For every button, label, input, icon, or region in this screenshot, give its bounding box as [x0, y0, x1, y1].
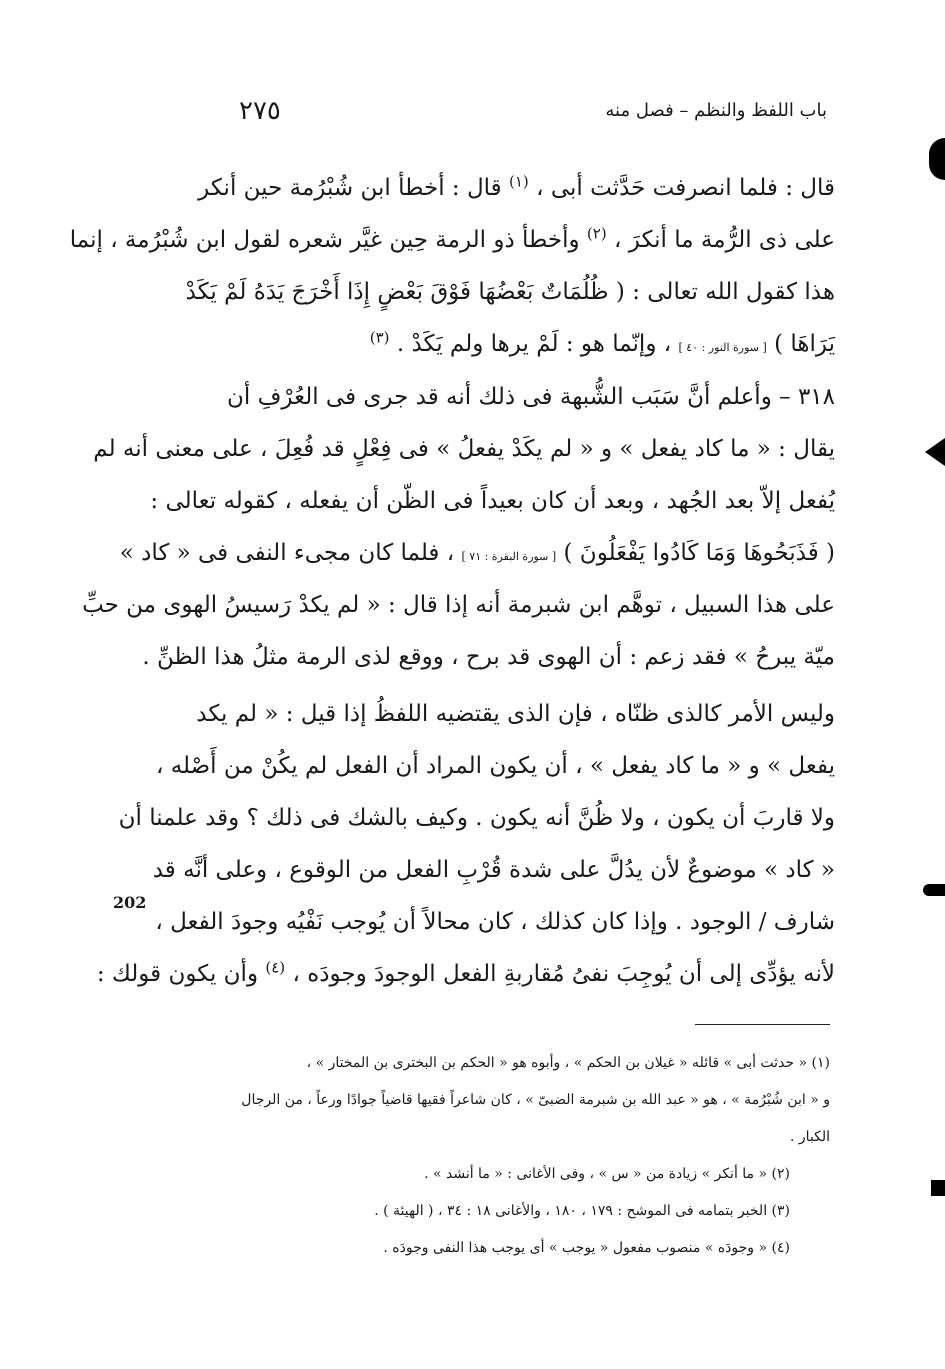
- text-fragment: وأخطأ ذو الرمة حِين غيَّر شعره لقول ابن شُبْرُمة ، إنما: [69, 227, 587, 253]
- text-line: هذا كقول الله تعالى : ( ظُلُمَاتٌ بَعْضُهَا فَوْقَ بَعْضٍ إِذَا أَخْرَجَ يَدَهُ لَمْ يَكَدْ: [185, 279, 835, 305]
- text-line: « كاد » موضوعٌ لأن يدُلَّ على شدة قُرْبِ الفعل من الوقوع ، وعلى أنَّه قد: [152, 857, 835, 883]
- text-fragment: على ذى الرُّمة ما أنكرَ ،: [614, 227, 835, 253]
- margin-page-reference: 202: [113, 893, 147, 912]
- scan-edge-mark: [929, 138, 945, 180]
- page-header: [205, 96, 835, 136]
- text-line: [69, 214, 835, 266]
- text-fragment: لأنه يؤدِّى إلى أن يُوجِبَ نفىُ مُقاربةِ الفعل الوجودَ وجودَه ،: [292, 961, 835, 987]
- running-head: باب اللفظ والنظم – فصل منه: [605, 100, 827, 121]
- text-line: [119, 527, 835, 579]
- text-fragment: وأن يكون قولك :: [96, 961, 266, 987]
- text-fragment: يَرَاهَا ): [766, 331, 835, 357]
- text-line: [96, 948, 835, 1000]
- paragraph-1: [69, 162, 835, 370]
- scan-edge-mark: [931, 1180, 945, 1196]
- footnote-4: (٤) « وجودَه » منصوب مفعول « يوجب » أى يوجب هذا النفى وجودَه .: [383, 1240, 790, 1256]
- text-line: شارف / الوجود . وإذا كان كذلك ، كان محالاً أن يُوجب نَفْيُه وجودَ الفعل ،: [155, 909, 835, 935]
- text-line: [200, 162, 835, 214]
- text-line: وليس الأمر كالذى ظنّاه ، فإن الذى يقتضيه اللفظُ إذا قيل : « لم يكد: [196, 701, 835, 727]
- footnote-marker: (١): [508, 172, 529, 191]
- page-number: ٢٧٥: [239, 96, 281, 126]
- text-line: ولا قاربَ أن يكون ، ولا ظُنَّ أنه يكون . وكيف بالشك فى ذلك ؟ وقد علمنا أن: [118, 805, 835, 831]
- text-line: يُفعل إلاّ بعد الجُهد ، وبعد أن كان بعيداً فى الظّن أن يفعله ، كقوله تعالى :: [150, 488, 835, 514]
- paragraph-2: [82, 371, 835, 683]
- text-line: ميّة يبرحُ » فقد زعم : أن الهوى قد برح ، ووقع لذى الرمة مثلُ هذا الظنِّ .: [142, 644, 835, 670]
- text-fragment: ، فلما كان مجىء النفى فى « كاد »: [119, 540, 462, 566]
- text-line: يفعل » و « ما كاد يفعل » ، أن يكون المراد أن الفعل لم يكُنْ من أَصْله ،: [155, 753, 835, 779]
- text-fragment: ، وإنّما هو : لَمْ يرها ولم يَكَدْ .: [396, 331, 679, 357]
- footnote-1-line: الكبار .: [789, 1129, 830, 1145]
- text-line: يقال : « ما كاد يفعل » و « لم يكَدْ يفعلُ » فى فِعْلٍ قد فُعِلَ ، على معنى أنه لم: [93, 436, 835, 462]
- scan-edge-mark: [925, 438, 945, 466]
- text-line: على هذا السبيل ، توهَّم ابن شبرمة أنه إذا قال : « لم يكدْ رَسيسُ الهوى من حبِّ: [82, 592, 835, 618]
- footnote-divider: [695, 1024, 830, 1025]
- footnote-1-line: و « ابن شُبْرُمة » ، هو « عبد الله بن شبرمة الضبىّ » ، كان شاعراً فقيها قاضياً جوادًا ورعاً ، من الرجال: [241, 1092, 830, 1108]
- text-fragment: ( فَذَبَحُوهَا وَمَا كَادُوا يَفْعَلُونَ ): [556, 540, 835, 566]
- text-line: [200, 318, 835, 370]
- footnote-3: (٣) الخبر بتمامه فى الموشح : ١٧٩ ، ١٨٠ ، والأغانى ١٨ : ٣٤ ، ( الهيئة ) .: [374, 1203, 790, 1219]
- footnote-1-line: (١) « حدثت أبى » قائله « غيلان بن الحكم » ، وأبوه هو « الحكم بن البخترى بن المختار » ،: [306, 1055, 830, 1071]
- footnote-2: (٢) « ما أنكر » زيادة من « س » ، وفى الأغانى : « ما أنشد » .: [424, 1166, 790, 1182]
- footnotes: [200, 1045, 830, 1267]
- footnote-marker: (٤): [265, 958, 286, 977]
- text-fragment: قال : فلما انصرفت حَدَّثت أبى ،: [536, 175, 835, 201]
- text-line: ٣١٨ – وأعلم أنَّ سَبَب الشُّبهة فى ذلك أنه قد جرى فى العُرْفِ أن: [227, 384, 835, 410]
- quran-reference: [ سورة البقرة : ٧١ ]: [461, 550, 557, 563]
- footnote-marker: (٢): [586, 224, 607, 243]
- text-fragment: قال : أخطأ ابن شُبْرُمة حين أنكر: [198, 175, 509, 201]
- footnote-marker: (٣): [369, 328, 390, 347]
- quran-reference: [ سورة النور : ٤٠ ]: [678, 341, 767, 354]
- scan-edge-mark: [923, 884, 945, 896]
